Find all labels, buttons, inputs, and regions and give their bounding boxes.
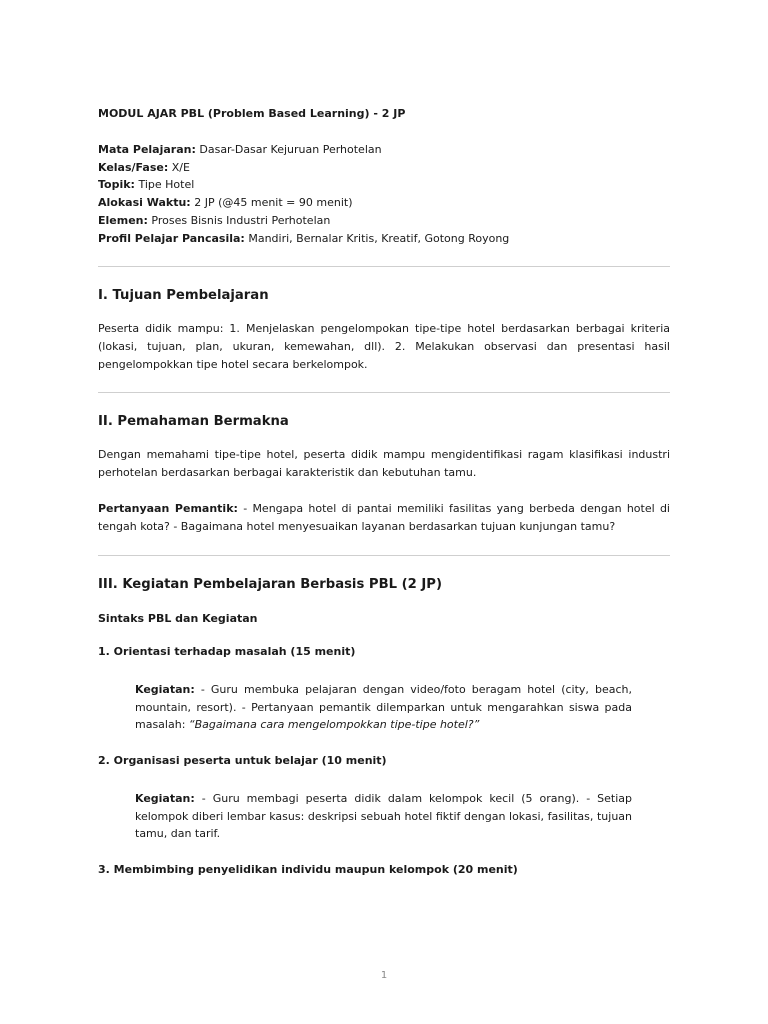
meta-student-profile [98, 230, 509, 248]
meta-label: Elemen: [98, 213, 148, 227]
meta-value: Tipe Hotel [134, 178, 195, 192]
meta-class [98, 159, 509, 177]
meta-subject [98, 141, 509, 159]
section-heading-learning-objectives: I. Tujuan Pembelajaran [98, 288, 269, 303]
step-activity [135, 681, 632, 734]
activity-text: - Guru membuka pelajaran dengan video/foto beragam hotel (city, beach, mountain, resort). - Pertanyaan pemantik dilemparkan untuk mengarahkan siswa pada masalah: [135, 683, 632, 732]
meta-label: Profil Pelajar Pancasila: [98, 231, 245, 245]
step-title: 2. Organisasi peserta untuk belajar (10 menit) [98, 754, 387, 767]
activity-label: Kegiatan: [135, 792, 195, 805]
meta-label: Topik: [98, 178, 135, 192]
meta-label: Alokasi Waktu: [98, 196, 191, 210]
meta-value: X/E [168, 160, 190, 174]
activity-label: Kegiatan: [135, 683, 195, 696]
activity-quote: “Bagaimana cara mengelompokkan tipe-tipe hotel?” [188, 718, 480, 732]
meta-value: Proses Bisnis Industri Perhotelan [147, 213, 331, 227]
triggering-questions [98, 500, 670, 536]
meaningful-understanding-text: Dengan memahami tipe-tipe hotel, peserta didik mampu mengidentifikasi ragam klasifikasi industri perhotelan berdasarkan berbagai karakteristik dan kebutuhan tamu. [98, 448, 670, 479]
module-info-list [98, 141, 509, 247]
meta-value: Mandiri, Bernalar Kritis, Kreatif, Gotong Royong [244, 231, 510, 245]
section-divider [98, 555, 670, 556]
section-heading-learning-activities: III. Kegiatan Pembelajaran Berbasis PBL (2 JP) [98, 577, 443, 592]
meta-value: Dasar-Dasar Kejuruan Perhotelan [195, 143, 382, 156]
step-title: 3. Membimbing penyelidikan individu maupun kelompok (20 menit) [98, 863, 518, 876]
learning-objectives-text: Peserta didik mampu: 1. Menjelaskan pengelompokan tipe-tipe hotel berdasarkan berbagai kriteria (lokasi, tujuan, plan, ukuran, kemewahan, dll). 2. Melakukan observasi dan presentasi hasil pengelompokkan tipe hotel secara berkelompok. [98, 322, 670, 371]
meta-element [98, 212, 509, 230]
triggering-questions-label: Pertanyaan Pemantik: [98, 502, 238, 515]
meta-label: Mata Pelajaran: [98, 143, 196, 156]
step-activity [135, 790, 632, 843]
triggering-questions-text: - Mengapa hotel di pantai memiliki fasilitas yang berbeda dengan hotel di tengah kota? - Bagaimana hotel menyesuaikan layanan berdasarkan tujuan kunjungan tamu? [98, 502, 670, 533]
meta-value: 2 JP (@45 menit = 90 menit) [190, 196, 353, 210]
pbl-syntax-subheading: Sintaks PBL dan Kegiatan [98, 612, 258, 625]
section-heading-meaningful-understanding: II. Pemahaman Bermakna [98, 414, 289, 429]
meta-time-allocation [98, 194, 509, 212]
section-divider [98, 266, 670, 267]
section-divider [98, 392, 670, 393]
document-title: MODUL AJAR PBL (Problem Based Learning) - 2 JP [98, 107, 406, 120]
page-number: 1 [380, 970, 388, 981]
activity-text: - Guru membagi peserta didik dalam kelompok kecil (5 orang). - Setiap kelompok diberi lembar kasus: deskripsi sebuah hotel fiktif dengan lokasi, fasilitas, tujuan tamu, dan tarif. [135, 792, 632, 841]
meta-topic [98, 176, 509, 194]
step-title: 1. Orientasi terhadap masalah (15 menit) [98, 645, 356, 658]
meta-label: Kelas/Fase: [98, 160, 169, 174]
